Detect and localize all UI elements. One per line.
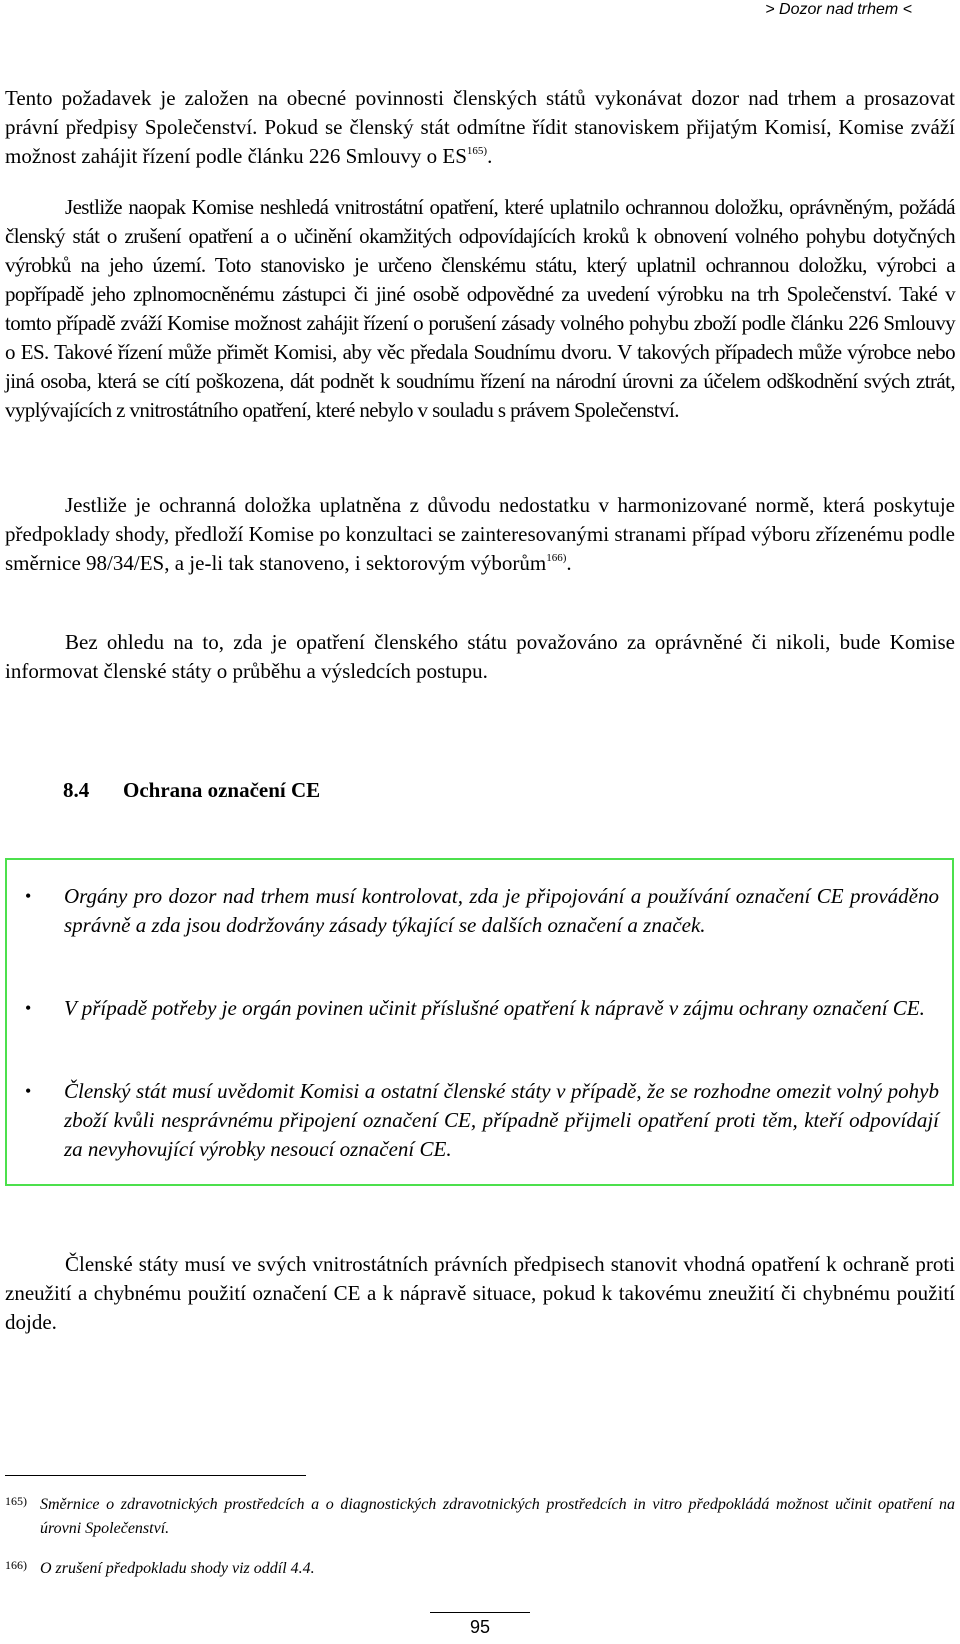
- bullet-text: Orgány pro dozor nad trhem musí kontrolovat, zda je připojování a používání označení CE prováděno správně a zda jsou dodržovány zásady týkající se dalších označení a značek.: [64, 884, 939, 937]
- bullet-icon: •: [25, 998, 32, 1018]
- box-bullet-item: [7, 1077, 954, 1164]
- paragraph-1: [5, 84, 955, 171]
- footnote-number: 165): [5, 1494, 27, 1508]
- section-number: 8.4: [63, 778, 90, 802]
- footnote-ref-166: 166): [546, 552, 567, 564]
- paragraph-1-end: .: [487, 144, 493, 168]
- footnote-text: O zrušení předpokladu shody viz oddíl 4.4.: [40, 1560, 315, 1577]
- bullet-text: V případě potřeby je orgán povinen učinit příslušné opatření k nápravě v zájmu ochrany označení CE.: [64, 996, 925, 1020]
- section-title: Ochrana označení CE: [123, 778, 321, 802]
- footnote-text: Směrnice o zdravotnických prostředcích a o diagnostických zdravotnických prostředcích in vitro předpokládá možnost učinit opatření na úrovni Společenství.: [40, 1496, 955, 1537]
- footnote-166: [5, 1557, 955, 1581]
- paragraph-3-text: Jestliže je ochranná doložka uplatněna z důvodu nedostatku v harmonizované normě, která poskytuje předpoklady shody, předloží Komise po konzultaci se zainteresovanými stranami případ výboru zřízenému podle směrnice 98/34/ES, a je-li tak stanoveno, i sektorovým výborům: [5, 493, 955, 575]
- paragraph-4: Bez ohledu na to, zda je opatření členského státu považováno za oprávněné či nikoli, bude Komise informovat členské státy o průběhu a výsledcích postupu.: [5, 630, 955, 683]
- footnote-separator: [5, 1475, 306, 1476]
- footnote-ref-165: 165): [466, 145, 488, 157]
- page-number: 95: [469, 1617, 491, 1637]
- bullet-icon: •: [25, 886, 32, 906]
- bullet-text: Členský stát musí uvědomit Komisi a ostatní členské státy v případě, že se rozhodne omezit volný pohyb zboží kvůli nesprávnému připojení označení CE, případně přijmeli opatření proti těm, kteří odpovídají za nevyhovující výrobky nesoucí označení CE.: [64, 1079, 939, 1161]
- running-header: > Dozor nad trhem <: [765, 1, 912, 18]
- paragraph-2: Jestliže naopak Komise neshledá vnitrostátní opatření, které uplatnilo ochrannou doložku, oprávněným, požádá členský stát o zrušení opatření a o učinění okamžitých odpovídajících kroků k obnovení volného pohybu dotyčných výrobků na jeho území. Toto stanovisko je určeno členskému státu, který uplatnil ochrannou doložku, výrobci a popřípadě jeho zplnomocněnému zástupci či jiné osobě odpovědné za uvedení výrobku na trh Společenství. Také v tomto případě zváží Komise možnost zahájit řízení o porušení zásady volného pohybu zboží podle článku 226 Smlouvy o ES. Takové řízení může přimět Komisi, aby věc předala Soudnímu dvoru. V takových případech může výrobce nebo jiná osoba, která se cítí poškozena, dát podnět k soudnímu řízení na národní úrovni za účelem odškodnění svých ztrát, vyplývajících z vnitrostátního opatření, které nebylo v souladu s právem Společenství.: [5, 195, 955, 422]
- paragraph-1-text: Tento požadavek je založen na obecné povinnosti členských států vykonávat dozor nad trhem a prosazovat právní předpisy Společenství. Pokud se členský stát odmítne řídit stanoviskem přijatým Komisí, Komise zváží možnost zahájit řízení podle článku 226 Smlouvy o ES: [5, 86, 955, 168]
- footnote-number: 166): [5, 1558, 27, 1572]
- page-number-rule: [430, 1612, 530, 1613]
- paragraph-3: [5, 491, 955, 578]
- footnote-165: [5, 1493, 955, 1541]
- highlight-box: [5, 858, 954, 1186]
- paragraph-3-end: .: [566, 551, 572, 575]
- box-bullet-item: [7, 882, 954, 940]
- box-bullet-item: [7, 994, 954, 1023]
- paragraph-5: Členské státy musí ve svých vnitrostátních právních předpisech stanovit vhodná opatření k ochraně proti zneužití a chybnému použití označení CE a k nápravě situace, pokud k takovému zneužití či chybnému použití dojde.: [5, 1252, 955, 1334]
- bullet-icon: •: [25, 1081, 32, 1101]
- section-heading: [63, 776, 320, 804]
